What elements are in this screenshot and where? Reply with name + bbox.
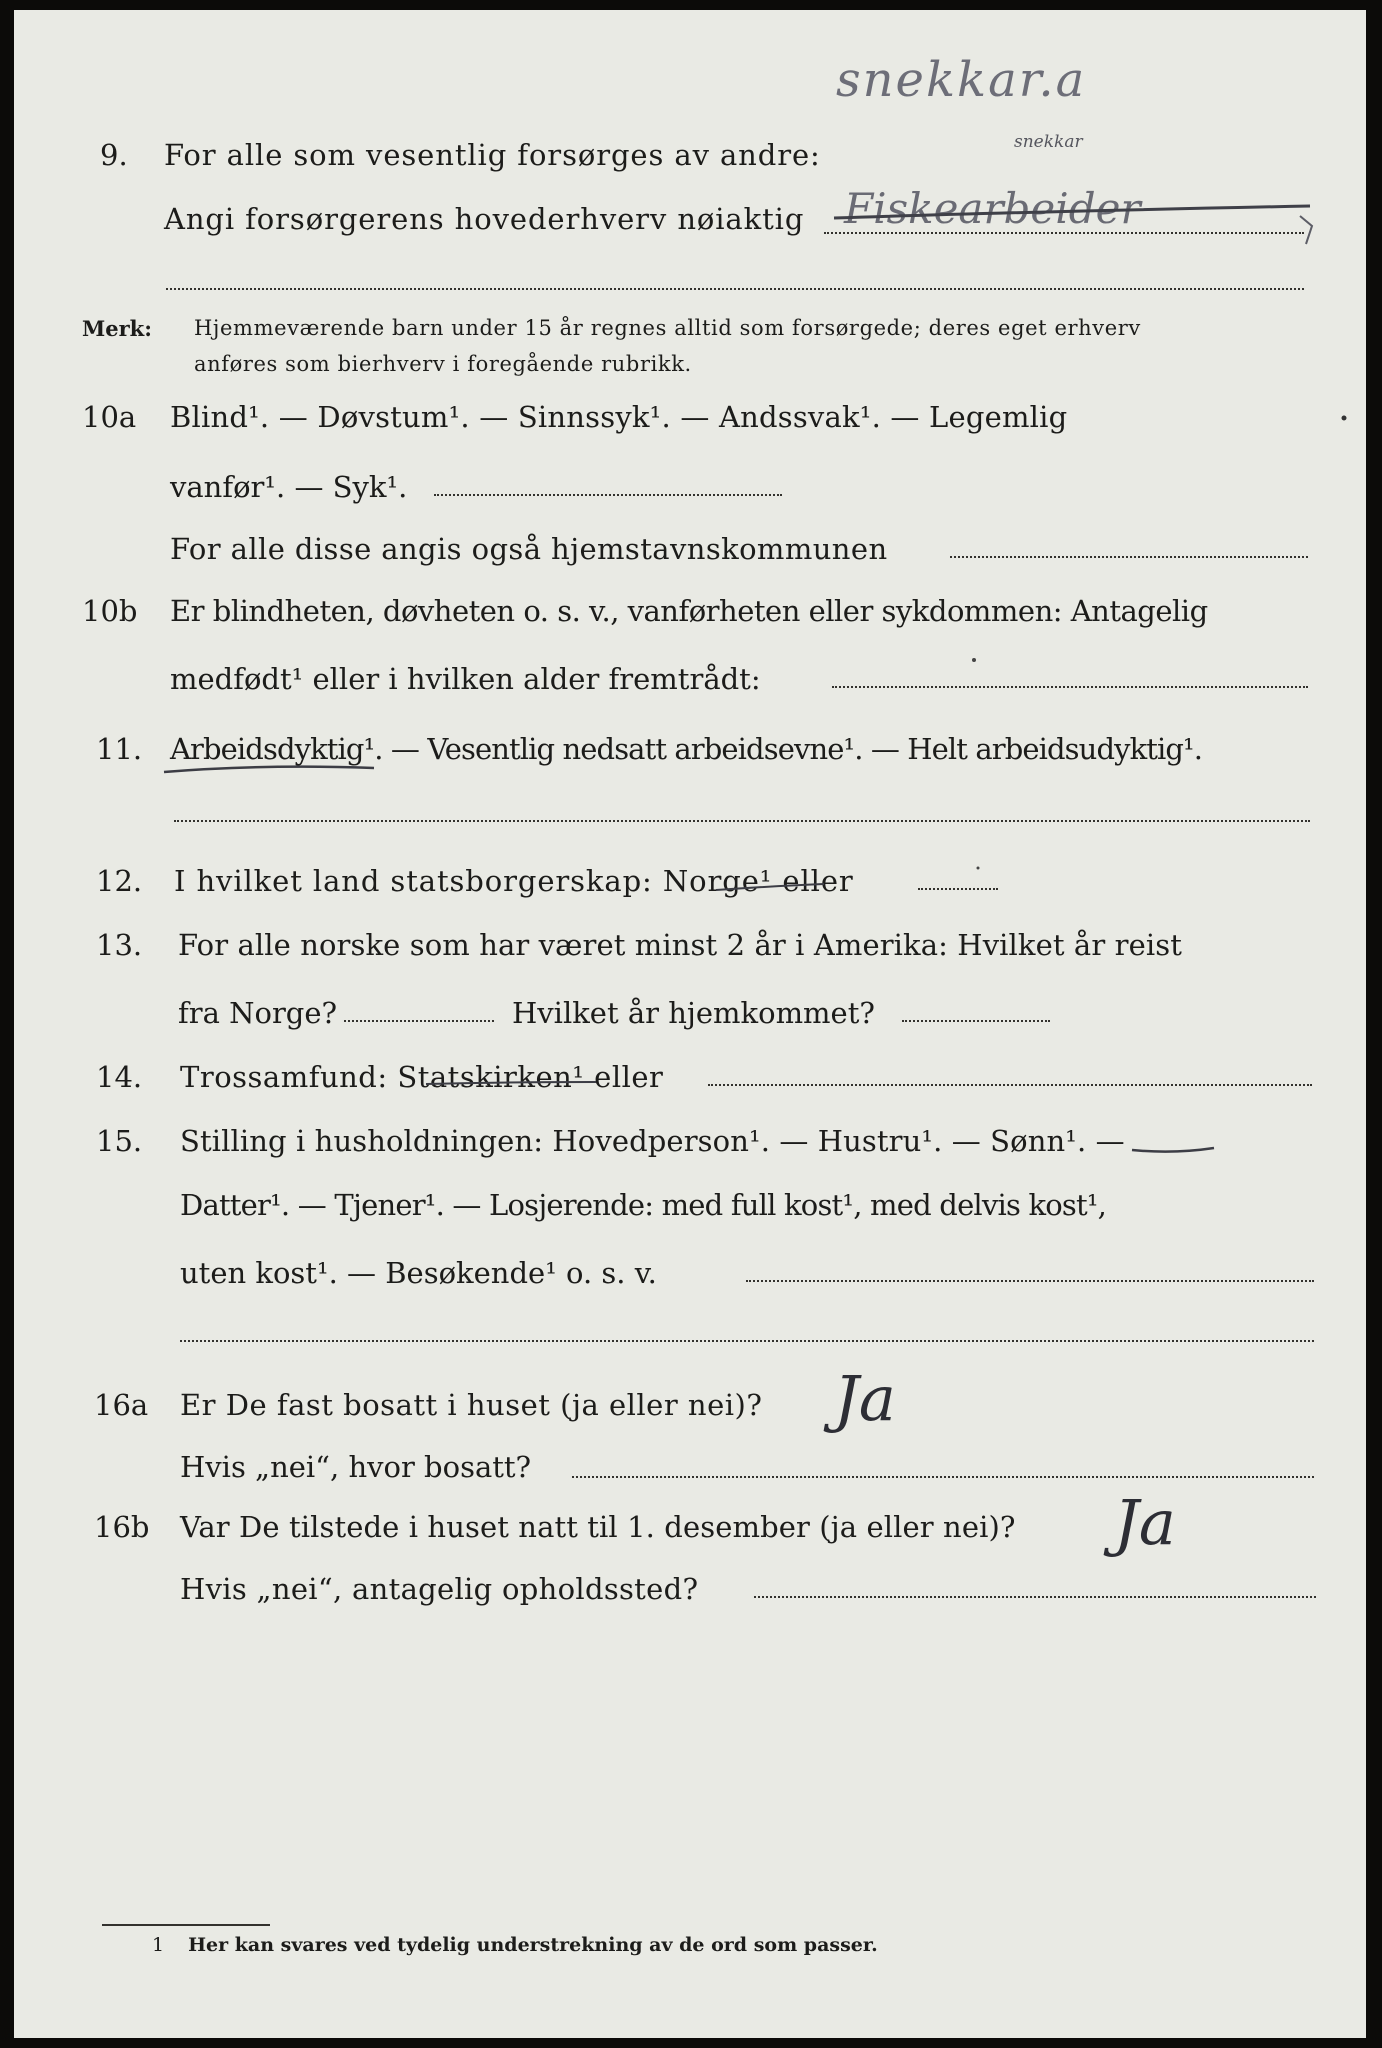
- q9-line1: For alle som vesentlig forsørges av andre:: [164, 138, 821, 172]
- item-number-14: 14.: [96, 1060, 143, 1094]
- strikethrough-stroke: [834, 206, 1310, 218]
- item-number-10a: 10a: [82, 400, 137, 434]
- q10a-line3: For alle disse angis også hjemstavnskommunen: [170, 532, 888, 566]
- q9-line2: Angi forsørgerens hovederhverv nøiaktig: [164, 202, 805, 236]
- handwritten-occupation-top: snekkar.a: [836, 52, 1087, 108]
- note-merk-line1: Hjemmeværende barn under 15 år regnes alltid som forsørgede; deres eget erhverv: [194, 316, 1141, 340]
- q10a-line2: vanfør¹. — Syk¹.: [170, 470, 408, 504]
- handwritten-answer-16a: Ja: [834, 1362, 896, 1435]
- q15-line2: Datter¹. — Tjener¹. — Losjerende: med full kost¹, med delvis kost¹,: [180, 1188, 1107, 1222]
- item-number-16a: 16a: [94, 1388, 149, 1422]
- strikethrough-hook: [1300, 216, 1312, 244]
- q13-line1: For alle norske som har været minst 2 år i Amerika: Hvilket år reist: [178, 928, 1182, 962]
- q14-line1: Trossamfund: Statskirken¹ eller: [180, 1060, 664, 1094]
- note-merk-label: Merk:: [82, 316, 152, 341]
- underline-norge: [716, 884, 824, 890]
- footnote-marker: 1: [152, 1934, 165, 1956]
- q12-line1: I hvilket land statsborgerskap: Norge¹ eller: [174, 864, 854, 898]
- q10b-line2: medfødt¹ eller i hvilken alder fremtrådt:: [170, 662, 761, 696]
- census-form-page: [14, 10, 1366, 2038]
- q15-line3: uten kost¹. — Besøkende¹ o. s. v.: [180, 1256, 657, 1290]
- pen-marks-overlay: [14, 10, 1366, 2038]
- ink-dot: [1342, 416, 1347, 421]
- handwritten-answer-16b: Ja: [1114, 1486, 1176, 1559]
- underline-arbeidsdyktig: [164, 767, 374, 772]
- item-number-16b: 16b: [94, 1510, 150, 1544]
- q16a-line2: Hvis „nei“, hvor bosatt?: [180, 1450, 532, 1484]
- q11-line1: Arbeidsdyktig¹. — Vesentlig nedsatt arbeidsevne¹. — Helt arbeidsudyktig¹.: [170, 732, 1203, 766]
- q10a-line1: Blind¹. — Døvstum¹. — Sinnssyk¹. — Andssvak¹. — Legemlig: [170, 400, 1068, 434]
- item-number-12: 12.: [96, 864, 143, 898]
- item-number-11: 11.: [96, 732, 143, 766]
- q16a-line1: Er De fast bosatt i huset (ja eller nei)?: [180, 1388, 763, 1422]
- handwritten-correction-small: snekkar: [1014, 132, 1083, 152]
- item-number-10b: 10b: [82, 594, 138, 628]
- underline-sonn: [1132, 1148, 1214, 1152]
- q16b-line2: Hvis „nei“, antagelig opholdssted?: [180, 1572, 699, 1606]
- underline-statskirken: [426, 1082, 596, 1084]
- item-number-15: 15.: [96, 1124, 143, 1158]
- ink-dot: [972, 658, 976, 662]
- handwritten-struck-occupation: Fiskearbeider: [844, 184, 1141, 233]
- q13-line2a: fra Norge?: [178, 996, 338, 1030]
- q10b-line1: Er blindheten, døvheten o. s. v., vanførheten eller sykdommen: Antagelig: [170, 594, 1208, 628]
- q13-line2b: Hvilket år hjemkommet?: [512, 996, 875, 1030]
- footnote-text: Her kan svares ved tydelig understrekning av de ord som passer.: [188, 1934, 878, 1956]
- item-number-9: 9.: [100, 138, 128, 172]
- note-merk-line2: anføres som bierhverv i foregående rubrikk.: [194, 352, 692, 376]
- item-number-13: 13.: [96, 928, 143, 962]
- ink-dot: [977, 867, 980, 870]
- q15-line1: Stilling i husholdningen: Hovedperson¹. — Hustru¹. — Sønn¹. —: [180, 1124, 1125, 1158]
- q16b-line1: Var De tilstede i huset natt til 1. desember (ja eller nei)?: [180, 1510, 1016, 1544]
